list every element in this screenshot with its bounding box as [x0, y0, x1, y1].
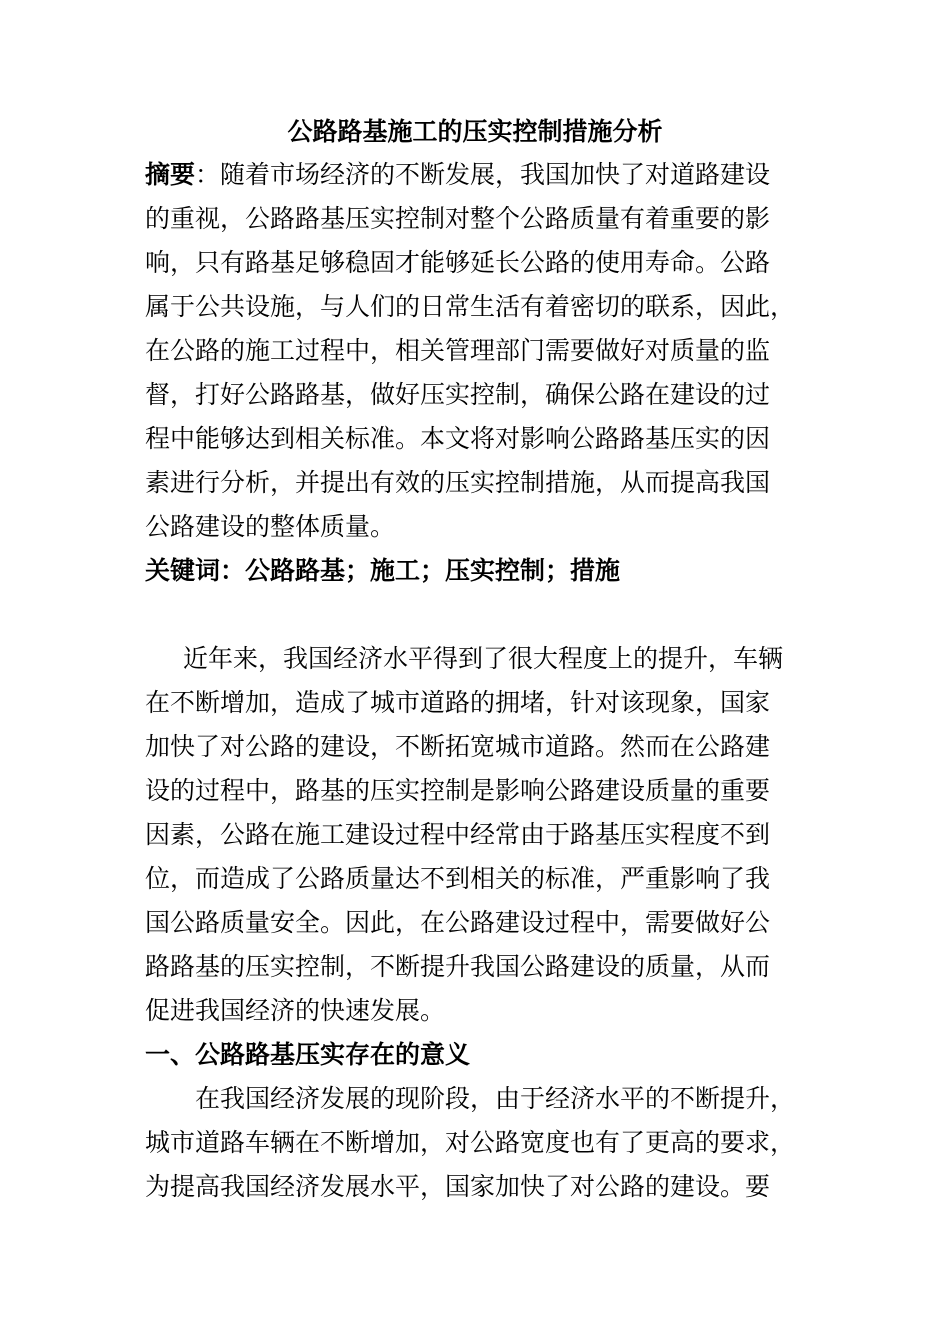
abstract-line: 督，打好公路路基，做好压实控制，确保公路在建设的过 [145, 380, 771, 409]
document-title: 公路路基施工的压实控制措施分析 [287, 117, 663, 146]
intro-line: 国公路质量安全。因此，在公路建设过程中，需要做好公 [145, 908, 771, 937]
section-heading: 一、公路路基压实存在的意义 [145, 1040, 471, 1069]
abstract-text: ：随着市场经济的不断发展，我国加快了对道路建设 [195, 160, 771, 189]
abstract-line: 程中能够达到相关标准。本文将对影响公路路基压实的因 [145, 424, 771, 453]
intro-line: 设的过程中，路基的压实控制是影响公路建设质量的重要 [145, 776, 771, 805]
keywords: 关键词：公路路基；施工；压实控制；措施 [145, 556, 621, 585]
section-line: 城市道路车辆在不断增加，对公路宽度也有了更高的要求， [145, 1128, 796, 1157]
intro-line: 因素，公路在施工建设过程中经常由于路基压实程度不到 [145, 820, 771, 849]
abstract-line: 响，只有路基足够稳固才能够延长公路的使用寿命。公路 [145, 248, 771, 277]
intro-line: 促进我国经济的快速发展。 [145, 996, 446, 1025]
abstract-line: 公路建设的整体质量。 [145, 512, 396, 541]
intro-line: 位，而造成了公路质量达不到相关的标准，严重影响了我 [145, 864, 771, 893]
intro-line: 近年来，我国经济水平得到了很大程度上的提升，车辆 [183, 644, 784, 673]
abstract-line: 的重视，公路路基压实控制对整个公路质量有着重要的影 [145, 204, 771, 233]
abstract-label: 摘要 [145, 160, 196, 189]
section-line: 在我国经济发展的现阶段，由于经济水平的不断提升， [195, 1084, 796, 1113]
abstract-line: 在公路的施工过程中，相关管理部门需要做好对质量的监 [145, 336, 771, 365]
intro-line: 加快了对公路的建设，不断拓宽城市道路。然而在公路建 [145, 732, 771, 761]
abstract-line: 属于公共设施，与人们的日常生活有着密切的联系，因此， [145, 292, 796, 321]
intro-line: 在不断增加，造成了城市道路的拥堵，针对该现象，国家 [145, 688, 771, 717]
intro-line: 路路基的压实控制，不断提升我国公路建设的质量，从而 [145, 952, 771, 981]
section-line: 为提高我国经济发展水平，国家加快了对公路的建设。要 [145, 1172, 771, 1201]
abstract-line-1 [145, 153, 805, 197]
abstract-line: 素进行分析，并提出有效的压实控制措施，从而提高我国 [145, 468, 771, 497]
